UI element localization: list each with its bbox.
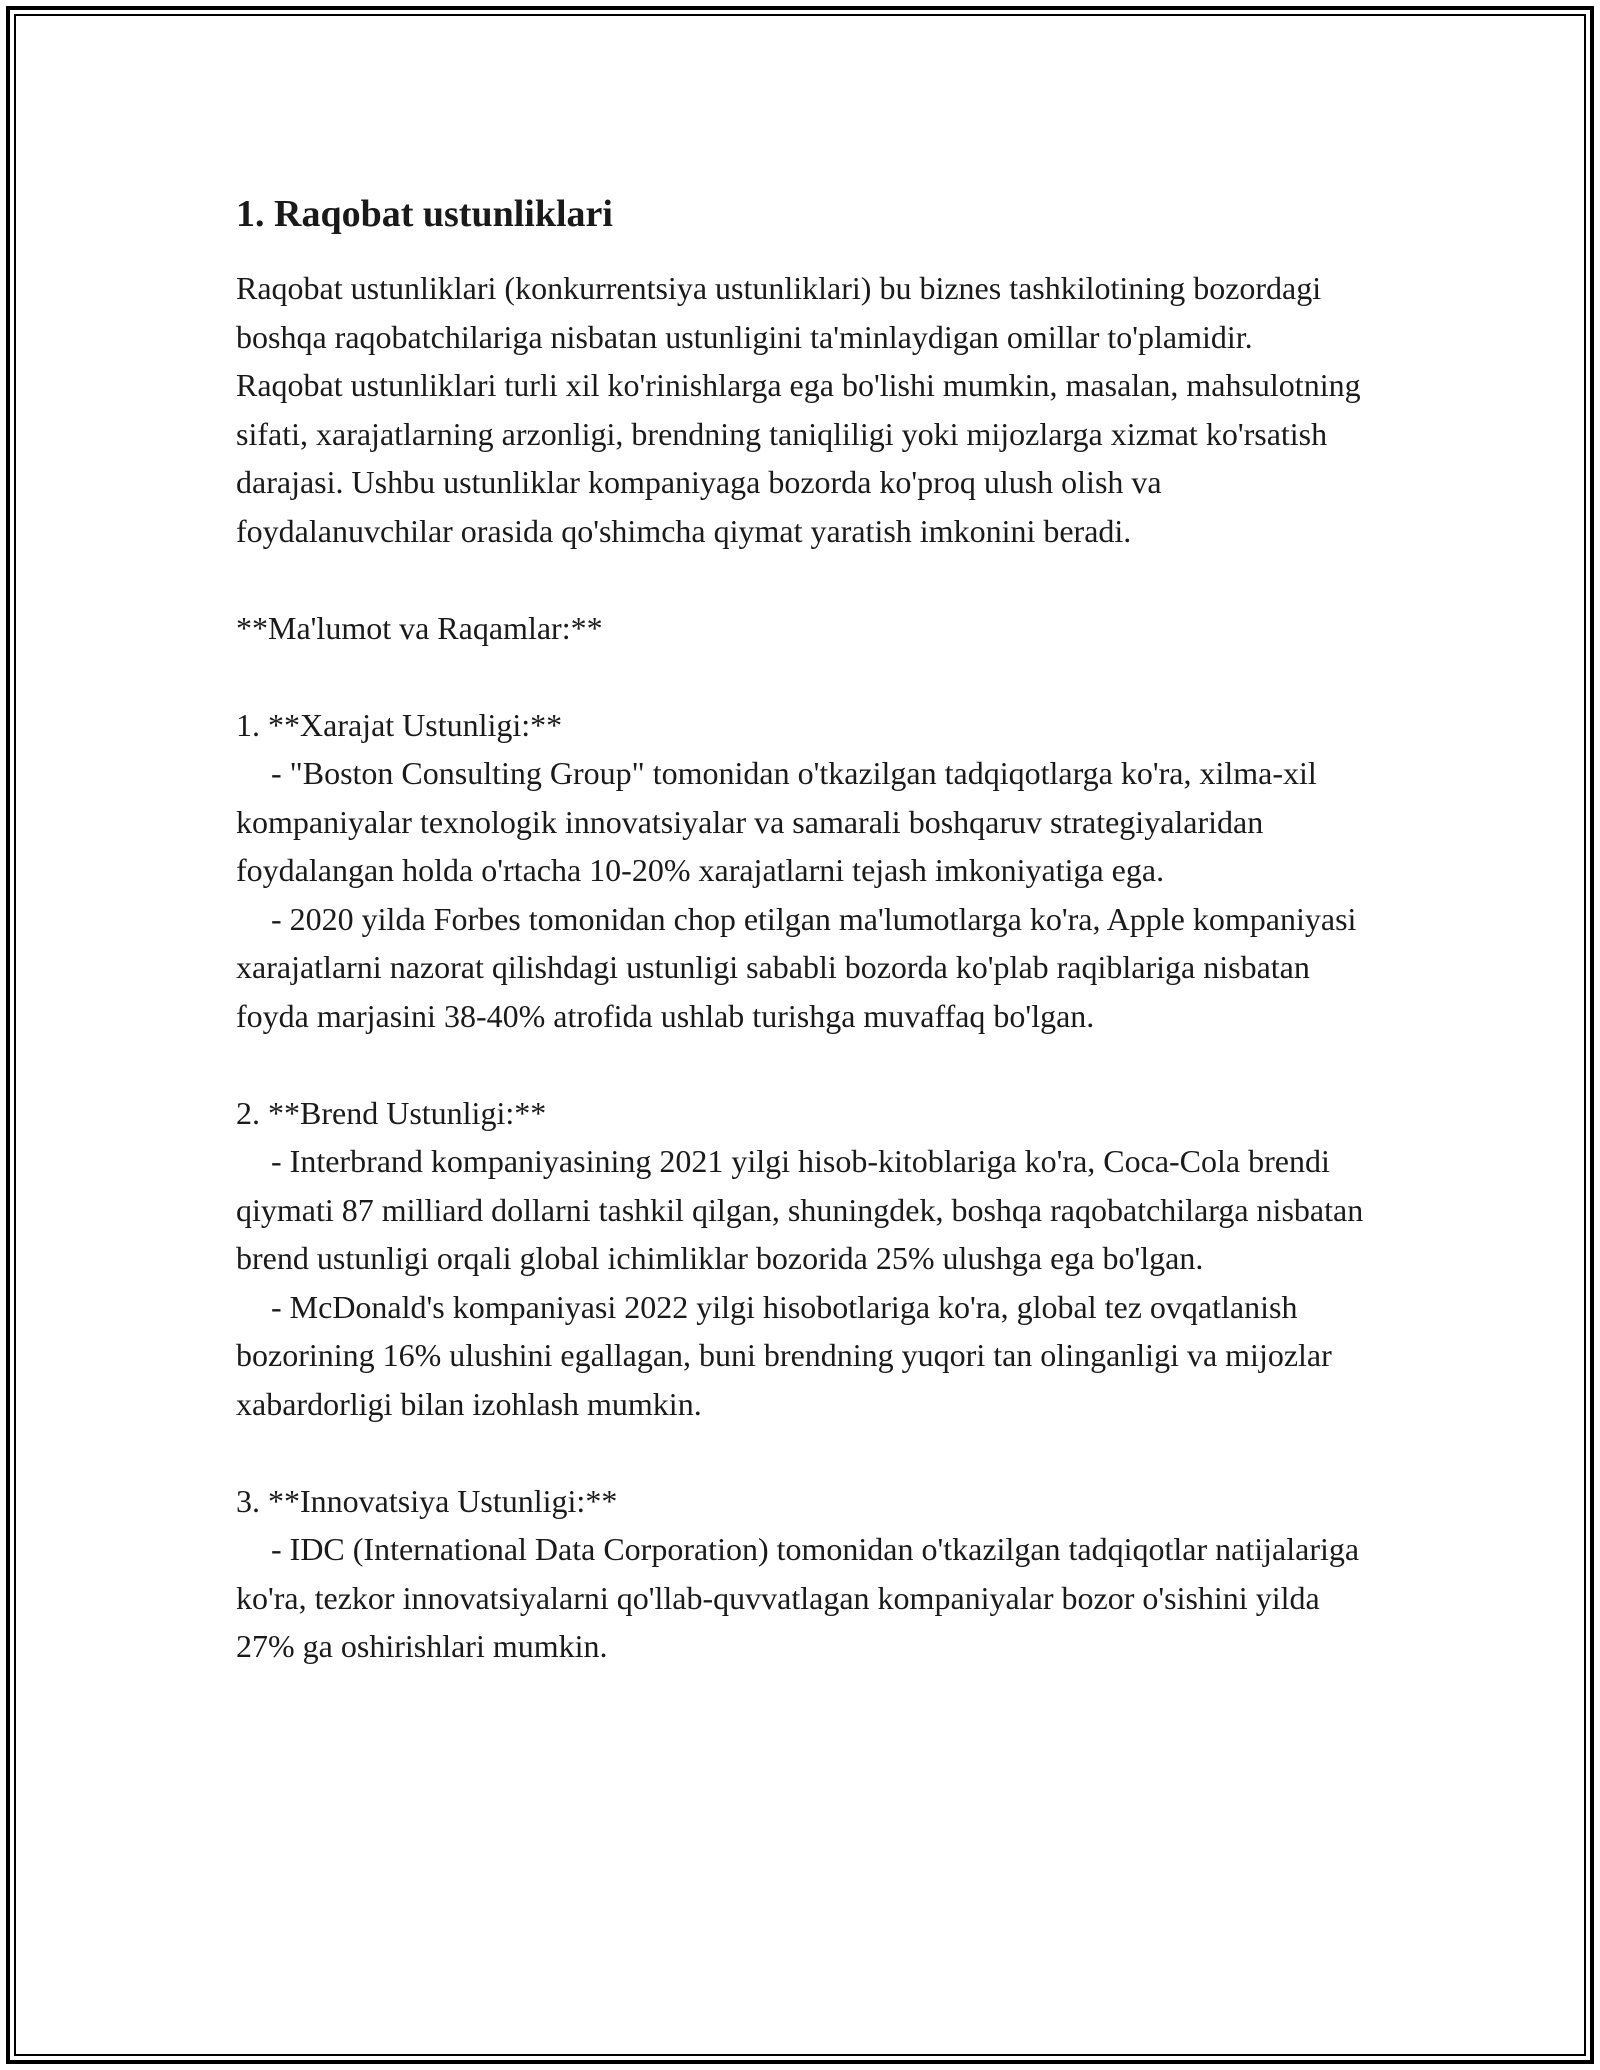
page-title: 1. Raqobat ustunliklari bbox=[236, 193, 613, 235]
bullet-text: - IDC (International Data Corporation) tomonidan o'tkazilgan tadqiqotlar natijalariga ko'ra, tezkor innovatsiyalarni qo'llab-quvvatlagan kompaniyalar bozor o'sishini yilda 27% ga oshirishlari mumkin. bbox=[236, 1531, 1368, 1664]
bullet-text: - "Boston Consulting Group" tomonidan o'tkazilgan tadqiqotlarga ko'ra, xilma-xil kompaniyalar texnologik innovatsiyalar va samarali boshqaruv strategiyalaridan foydalangan holda o'rtacha 10-20% xarajatlarni tejash imkoniyatiga ega. bbox=[236, 755, 1325, 888]
spacer bbox=[236, 652, 1366, 701]
bullet-text: - Interbrand kompaniyasining 2021 yilgi hisob-kitoblariga ko'ra, Coca-Cola brendi qiymati 87 milliard dollarni tashkil qilgan, shuningdek, boshqa raqobatchilarga nisbatan brend ustunligi orqali global ichimliklar bozorida 25% ulushga ega bo'lgan. bbox=[236, 1143, 1372, 1276]
spacer bbox=[236, 555, 1366, 604]
spacer bbox=[236, 1428, 1366, 1477]
data-heading: **Ma'lumot va Raqamlar:** bbox=[236, 609, 603, 646]
bullet-text: - 2020 yilda Forbes tomonidan chop etilgan ma'lumotlarga ko'ra, Apple kompaniyasi xarajatlarni nazorat qilishdagi ustunligi sababli bozorda ko'plab raqiblariga nisbatan foyda marjasini 38-40% atrofida ushlab turishga muvaffaq bo'lgan. bbox=[236, 900, 1365, 1034]
bullet-text: - McDonald's kompaniyasi 2022 yilgi hisobotlariga ko'ra, global tez ovqatlanish bozorining 16% ulushini egallagan, buni brendning yuqori tan olinganligi va mijozlar xabardorligi bilan izohlash mumkin. bbox=[236, 1288, 1340, 1422]
intro-paragraph: Raqobat ustunliklari (konkurrentsiya ustunliklari) bu biznes tashkilotining bozordagi boshqa raqobatchilariga nisbatan ustunligini ta'minlaydigan omillar to'plamidir. Raqobat ustunliklari turli xil ko'rinishlarga ega bo'lishi mumkin, masalan, mahsulotning sifati, xarajatlarning arzonligi, brendning taniqliligi yoki mijozlarga xizmat ko'rsatish darajasi. Ushbu ustunliklar kompaniyaga bozorda ko'proq ulush olish va foydalanuvchilar orasida qo'shimcha qiymat yaratish imkonini beradi. bbox=[236, 270, 1369, 549]
spacer bbox=[236, 1040, 1366, 1089]
document-body bbox=[236, 186, 1372, 1671]
section-heading-innovation: 3. **Innovatsiya Ustunligi:** bbox=[236, 1482, 618, 1519]
section-heading-cost: 1. **Xarajat Ustunligi:** bbox=[236, 706, 563, 743]
section-heading-brand: 2. **Brend Ustunligi:** bbox=[236, 1094, 547, 1131]
